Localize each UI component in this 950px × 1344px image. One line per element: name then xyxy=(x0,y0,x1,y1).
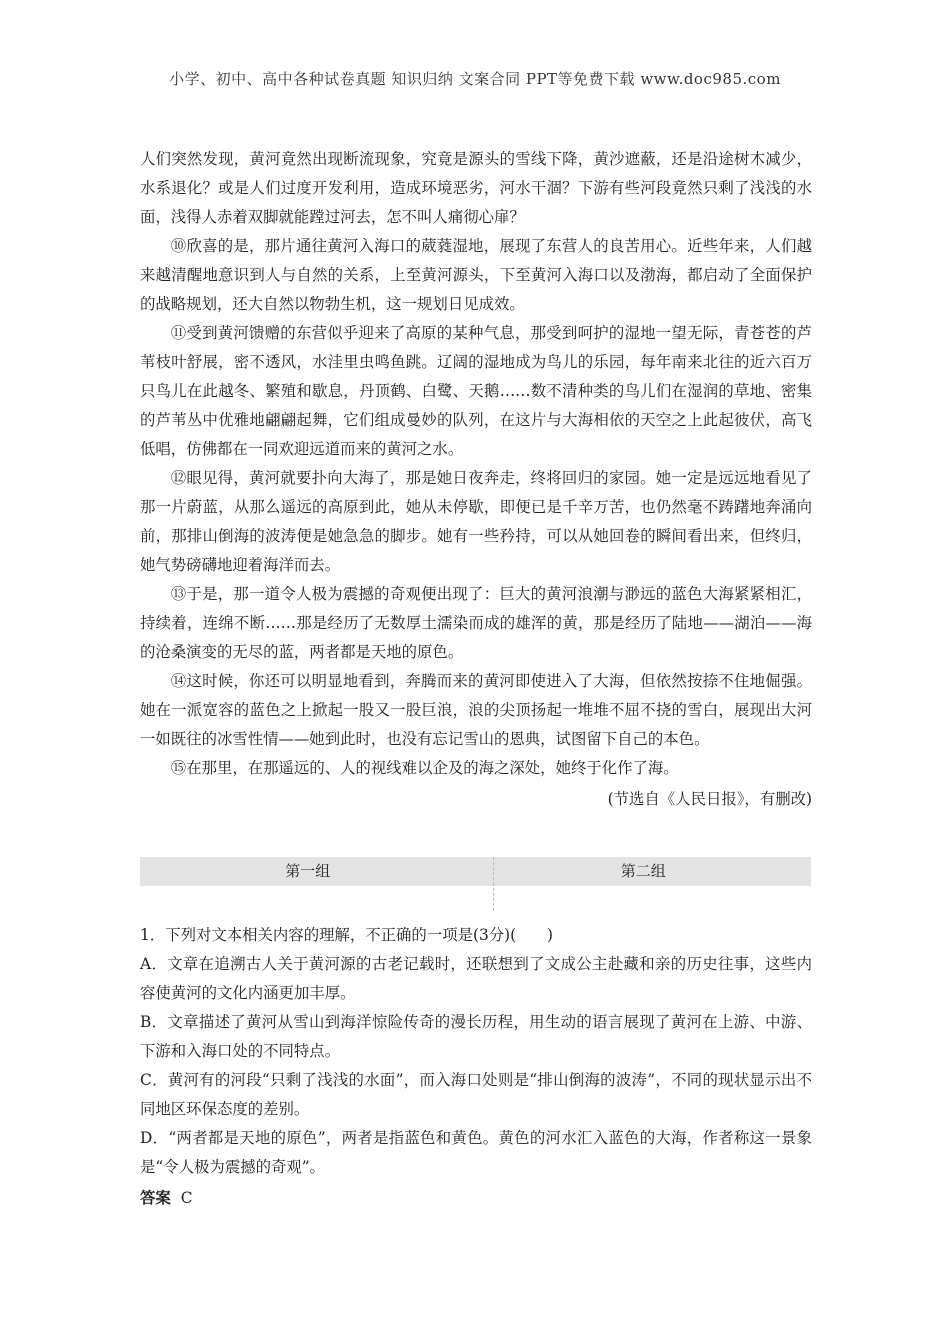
page-header: 小学、初中、高中各种试卷真题 知识归纳 文案合同 PPT等免费下载 www.doc985.com xyxy=(169,70,781,88)
tab-second-group[interactable]: 第二组 xyxy=(620,862,666,880)
tab-first-group[interactable]: 第一组 xyxy=(285,862,331,880)
article-paragraph: ⑪受到黄河馈赠的东营似乎迎来了高原的某种气息，那受到呵护的湿地一望无际，青苍苍的芦苇枝叶舒展，密不透风，水洼里虫鸣鱼跳。辽阔的湿地成为鸟儿的乐园，每年南来北往的近六百万只鸟儿在此越冬、繁殖和歇息，丹顶鹤、白鹭、天鹅……数不清种类的鸟儿们在湿润的草地、密集的芦苇丛中优雅地翩翩起舞，它们组成曼妙的队列，在这片与大海相依的天空之上此起彼伏，高飞低唱，仿佛都在一同欢迎远道而来的黄河之水。 xyxy=(140,324,812,458)
group-tabs xyxy=(140,857,811,886)
question-stem: 1．下列对文本相关内容的理解，不正确的一项是(3分)( ) xyxy=(140,926,553,944)
option-b: B．文章描述了黄河从雪山到海洋惊险传奇的漫长历程，用生动的语言展现了黄河在上游、中游、下游和入海口处的不同特点。 xyxy=(140,1013,812,1060)
article-paragraph: ⑫眼见得，黄河就要扑向大海了，那是她日夜奔走，终将回归的家园。她一定是远远地看见了那一片蔚蓝，从那么遥远的高原到此，她从未停歇，即便已是千辛万苦，也仍然毫不踌躇地奔涌向前，那排山倒海的波涛便是她急急的脚步。她有一些矜持，可以从她回卷的瞬间看出来，但终归，她气势磅礴地迎着海洋而去。 xyxy=(140,469,812,574)
answer-value: C xyxy=(180,1189,193,1207)
option-c: C．黄河有的河段“只剩了浅浅的水面”，而入海口处则是“排山倒海的波涛”，不同的现状显示出不同地区环保态度的差别。 xyxy=(140,1071,812,1118)
article-paragraph: 人们突然发现，黄河竟然出现断流现象，究竟是源头的雪线下降，黄沙遮蔽，还是沿途树木减少，水系退化？或是人们过度开发利用，造成环境恶劣，河水干涸？下游有些河段竟然只剩了浅浅的水面，浅得人赤着双脚就能蹚过河去，怎不叫人痛彻心扉？ xyxy=(140,150,812,226)
tab-divider xyxy=(493,857,494,911)
article-paragraph: ⑩欣喜的是，那片通往黄河入海口的葳蕤湿地，展现了东营人的良苦用心。近些年来，人们越来越清醒地意识到人与自然的关系，上至黄河源头，下至黄河入海口以及渤海，都启动了全面保护的战略规划，还大自然以物勃生机，这一规划日见成效。 xyxy=(140,237,812,313)
article-paragraph: ⑭这时候，你还可以明显地看到，奔腾而来的黄河即使进入了大海，但依然按捺不住地倔强。她在一派宽容的蓝色之上掀起一股又一股巨浪，浪的尖顶扬起一堆堆不屈不挠的雪白，展现出大河一如既往的冰雪性情——她到此时，也没有忘记雪山的恩典，试图留下自己的本色。 xyxy=(140,672,812,748)
answer-line xyxy=(140,1184,812,1213)
article-paragraph: ⑬于是，那一道令人极为震撼的奇观便出现了：巨大的黄河浪潮与渺远的蓝色大海紧紧相汇，持续着，连绵不断……那是经历了无数厚土濡染而成的雄浑的黄，那是经历了陆地——湖泊——海的沧桑演变的无尽的蓝，两者都是天地的原色。 xyxy=(140,585,812,661)
article-paragraph: ⑮在那里，在那遥远的、人的视线难以企及的海之深处，她终于化作了海。 xyxy=(170,759,679,777)
article-body xyxy=(140,145,812,814)
answer-label: 答案 xyxy=(140,1189,171,1207)
option-d: D．“两者都是天地的原色”，两者是指蓝色和黄色。黄色的河水汇入蓝色的大海，作者称这一景象是“令人极为震撼的奇观”。 xyxy=(140,1129,812,1176)
question-block xyxy=(140,921,812,1213)
article-source: (节选自《人民日报》，有删改) xyxy=(607,790,812,808)
option-a: A．文章在追溯古人关于黄河源的古老记载时，还联想到了文成公主赴藏和亲的历史往事，这些内容使黄河的文化内涵更加丰厚。 xyxy=(140,955,812,1002)
